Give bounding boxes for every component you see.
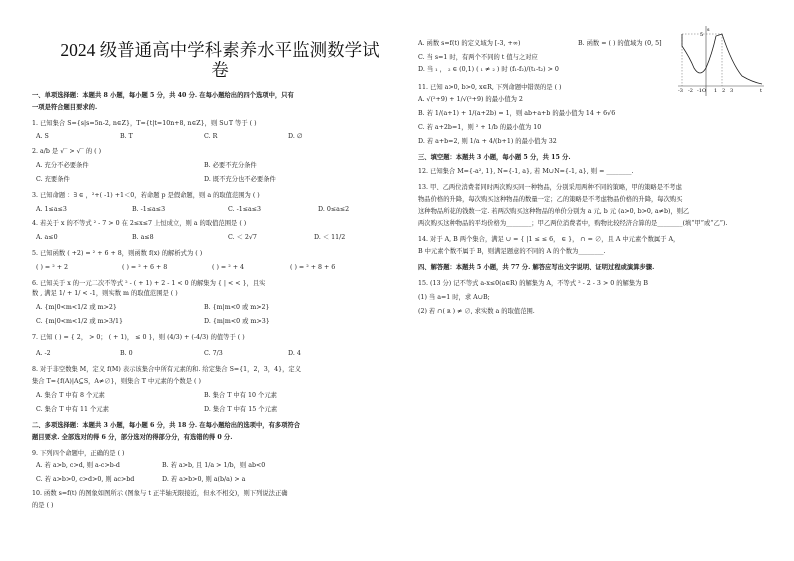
- question-8-cont: 集合 T={f(A)|A⊆S，A≠∅}，则集合 T 中元素的个数是 ( ): [32, 378, 201, 385]
- tick-n3: -3: [678, 88, 683, 94]
- question-10-cont: 的是 ( ): [32, 502, 54, 509]
- paper-title-line1: 2024 级普通高中学科素养水平监测数学试: [60, 40, 380, 60]
- q15-part-2: (2) 若 ∩( ʀ ) ≠ ∅, 求实数 a 的取值范围.: [418, 308, 535, 315]
- question-6-cont: 数 , 满足 1/ + 1/ < -1，则实数 m 的取值范围是 ( ): [32, 290, 178, 297]
- q7-option-d: D. 4: [288, 350, 301, 357]
- q15-part-1: (1) 当 a=1 时，求 A∪B;: [418, 294, 490, 301]
- question-5: 5. 已知函数 ( +2) = ² + 6 + 8，则函数 f(x) 的解析式为 ( ): [32, 250, 203, 257]
- value-5-label: 5: [700, 32, 704, 38]
- question-13: 13. 甲、乙两位消费者同时两次购买同一种物品，分别采用两种不同的策略，甲的策略是不考虑: [418, 184, 682, 191]
- q8-option-c: C. 集合 T 中有 11 个元素: [36, 406, 109, 413]
- origin-label: O: [702, 88, 707, 94]
- q6-option-c: C. {m|0<m<1/2 或 m>3/1}: [36, 318, 124, 325]
- q2-option-b: B. 必要不充分条件: [204, 162, 257, 169]
- q11-option-c: C. 若 a+2b=1，则 ² + 1/b 的最小值为 10: [418, 124, 542, 131]
- section2-heading: 二、多项选择题：本题共 3 小题，每小题 6 分，共 18 分. 在每小题给出的选项中，有多项符合: [32, 422, 301, 429]
- question-14-cont: B 中元素个数不属于 B，则满足题意的不同的 A 的个数为________.: [418, 248, 606, 255]
- section1-heading: 一、单项选择题：本题共 8 小题，每小题 5 分，共 40 分. 在每小题给出的四个选项中，只有: [32, 92, 294, 99]
- tick-3: 3: [730, 88, 734, 94]
- tick-n1: -1: [697, 88, 702, 94]
- q10-option-b: B. 函数 = ( ) 的值域为 (0, 5]: [578, 40, 662, 47]
- q9-option-a: A. 若 a>b, c>d, 则 a-c>b-d: [36, 462, 120, 469]
- paper-title-line2: 卷: [211, 60, 229, 80]
- question-6: 6. 已知关于 x 的一元二次不等式 ² - ( + 1) + 2 - 1 < 0 的解集为 { | < < }，且实: [32, 280, 266, 287]
- q6-option-b: B. {m|m<0 或 m>2}: [204, 304, 270, 311]
- q1-option-b: B. T: [120, 133, 133, 140]
- s-axis-label: s: [707, 27, 710, 33]
- q3-option-c: C. -1≤a≤3: [228, 206, 262, 213]
- section1-heading-cont: 一项是符合题目要求的.: [32, 104, 98, 111]
- q7-option-a: A. -2: [36, 350, 51, 357]
- question-4: 4. 若关于 x 的不等式 ² - 7 > 0 在 2≤x≤7 上恒成立，则 a 的取值范围是 ( ): [32, 220, 247, 227]
- q11-option-d: D. 若 a+b=2, 则 1/a + 4/(b+1) 的最小值为 32: [418, 138, 557, 145]
- question-13-cont2: 这种物品所花的钱数一定. 若两次购买这种物品的单价分别为 a 元, b 元 (a>0, b>0, a≠b)，则乙: [418, 208, 690, 215]
- section4-heading: 四、解答题：本题共 5 小题，共 77 分. 解答应写出文字说明、证明过程或演算步骤.: [418, 264, 655, 271]
- question-13-cont1: 物品价格的升降，每次购买这种物品的数量一定；乙的策略是不考虑物品价格的升降，每次购买: [418, 196, 683, 203]
- q8-option-a: A. 集合 T 中有 8 个元素: [36, 392, 105, 399]
- q11-option-b: B. 若 1/(a+1) + 1/(a+2b) = 1，则 ab+a+b 的最小值为 14 + 6√6: [418, 110, 616, 117]
- right-column: [418, 0, 770, 561]
- function-graph: [676, 24, 766, 98]
- q1-option-d: D. ∅: [288, 133, 303, 140]
- question-8: 8. 对于非空数集 M，定义 f(M) 表示该集合中所有元素的和. 给定集合 S={1，2，3，4}，定义: [32, 366, 301, 373]
- q9-option-c: C. 若 a>b>0, c>d>0, 则 ac>bd: [36, 476, 135, 483]
- q6-option-d: D. {m|m<0 或 m>3}: [204, 318, 270, 325]
- section2-heading-cont: 题目要求. 全部选对的得 6 分，部分选对的得部分分，有选错的得 0 分.: [32, 434, 233, 441]
- q4-option-b: B. a≤8: [132, 234, 154, 241]
- tick-2: 2: [722, 88, 726, 94]
- q1-option-c: C. R: [204, 133, 218, 140]
- q5-option-d: ( ) = ² + 8 + 6: [290, 264, 336, 271]
- section3-heading: 三、填空题：本题共 3 小题，每小题 5 分，共 15 分.: [418, 154, 571, 161]
- q9-option-d: D. 若 a>b>0, 则 a(b/a) > a: [162, 476, 246, 483]
- question-9: 9. 下列四个命题中，正确的是 ( ): [32, 450, 125, 457]
- q5-option-a: ( ) = ² + 2: [36, 264, 69, 271]
- left-column: [32, 0, 378, 561]
- q4-option-a: A. a≤0: [36, 234, 58, 241]
- q6-option-a: A. {m|0<m<1/2 或 m>2}: [36, 304, 117, 311]
- question-11: 11. 已知 a>0, b>0, x∈R, 下列命题中错误的是 ( ): [418, 84, 562, 91]
- q3-option-a: A. 1≤a≤3: [36, 206, 67, 213]
- q7-option-b: B. 0: [120, 350, 133, 357]
- question-7: 7. 已知 ( ) = { 2， > 0； ( + 1)， ≤ 0 }，则 (4/3) + (-4/3) 的值等于 ( ): [32, 334, 245, 341]
- tick-1: 1: [714, 88, 718, 94]
- question-3: 3. 已知命题 ：∃ ∈ ，²+( -1) +1＜0，若命题 p 是假命题，则 a 的取值范围为 ( ): [32, 192, 260, 199]
- question-14: 14. 对于 A, B 两个集合，满足 ∪ = { |1 ≤ ≤ 6， ∈ }， ∩ = ∅，且 A 中元素个数属于 A，: [418, 236, 680, 243]
- q3-option-b: B. -1≤a≤3: [132, 206, 166, 213]
- q2-option-d: D. 既不充分也不必要条件: [204, 176, 276, 183]
- q9-option-b: B. 若 a>b, 且 1/a > 1/b，则 ab<0: [162, 462, 266, 469]
- q4-option-d: D. ＜ 11/2: [314, 234, 346, 241]
- tick-n2: -2: [688, 88, 693, 94]
- question-10: 10. 函数 s=f(t) 的图象如图所示 (图象与 t 正半轴无限接近，但永不相交)，则下列说法正确: [32, 490, 288, 497]
- question-15: 15. (13 分) 记不等式 a-x≤0(a∈R) 的解集为 A，不等式 ² - 2 - 3 > 0 的解集为 B: [418, 280, 649, 287]
- question-13-cont3: 两次购买这种物品的平均价格为________；甲乙两位消费者中，购物比较经济合算的是________(填“甲”或“乙”).: [418, 220, 728, 227]
- q4-option-c: C. ＜ 2√7: [228, 234, 257, 241]
- q5-option-c: ( ) = ² + 4: [212, 264, 245, 271]
- q10-option-a: A. 函数 s=f(t) 的定义域为 [-3, +∞): [418, 40, 521, 47]
- q10-option-d: D. 当 ₁ ， ₂ ∈ (0,1) ( ₁ ≠ ₂ ) 时 (f₁-f₂)/(t₁-t₂) > 0: [418, 66, 559, 73]
- question-2: 2. a/b 是 √‾ > √‾ 的 ( ): [32, 148, 102, 155]
- q5-option-b: ( ) = ² + 6 + 8: [122, 264, 168, 271]
- question-1: 1. 已知集合 S={s|s=5n-2, n∈Z}，T={t|t=10n+8, n∈Z}，则 S∪T 等于 ( ): [32, 120, 257, 127]
- q8-option-b: B. 集合 T 中有 10 个元素: [204, 392, 277, 399]
- question-12: 12. 已知集合 M={-a², 1}, N={-1, a}, 若 M∪N={-1, a}, 则 = ________.: [418, 168, 634, 175]
- q2-option-a: A. 充分不必要条件: [36, 162, 89, 169]
- t-axis-label: t: [760, 88, 763, 94]
- q3-option-d: D. 0≤a≤2: [318, 206, 350, 213]
- q1-option-a: A. S: [36, 133, 49, 140]
- q2-option-c: C. 充要条件: [36, 176, 70, 183]
- q8-option-d: D. 集合 T 中有 15 个元素: [204, 406, 278, 413]
- q11-option-a: A. √(²+9) + 1/√(²+9) 的最小值为 2: [418, 96, 523, 103]
- q7-option-c: C. 7/3: [204, 350, 223, 357]
- q10-option-c: C. 当 s=1 时，有两个不同的 t 值与之对应: [418, 54, 538, 61]
